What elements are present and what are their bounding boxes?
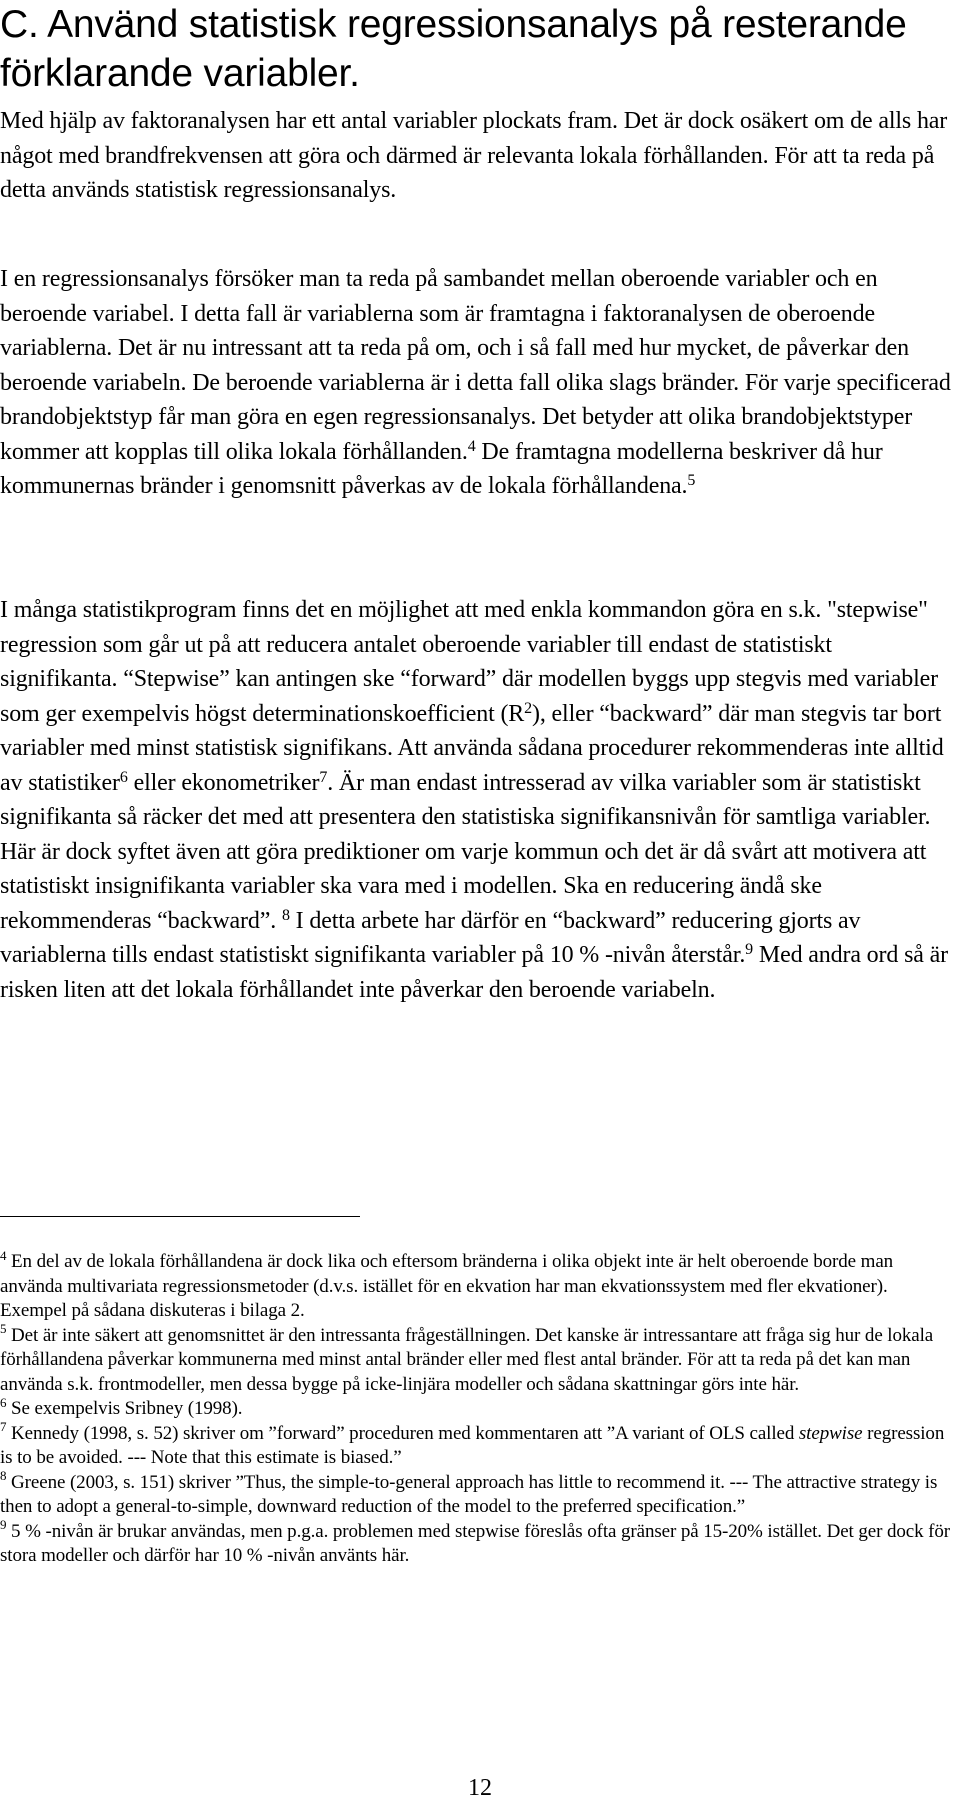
- footnote-number: 5: [0, 1321, 7, 1337]
- footnote-4: [0, 1247, 955, 1324]
- footnote-ref-6[interactable]: 6: [119, 768, 128, 786]
- footnote-text: Kennedy (1998, s. 52) skriver om ”forward” proceduren med kommentaren att ”A variant of OLS called: [6, 1422, 799, 1444]
- footnote-text: regression is to be avoided. --- Note that this estimate is biased.”: [0, 1422, 945, 1468]
- paragraph-intro: Med hjälp av faktoranalysen har ett antal variabler plockats fram. Det är dock osäkert om de alls har något med brandfrekvensen att göra och därmed är relevanta lokala förhållanden. För att ta reda på detta används statistisk regressionsanalys.: [0, 108, 948, 203]
- paragraph-text: I många statistikprogram finns det en möjlighet att med enkla kommandon göra en s.k. "stepwise" regression som går ut på att reducera antalet oberoende variabler till endast de statistiskt signifikanta. “Stepwise” kan antingen ske “forward” där modellen byggs upp stegvis med variabler som ger exempelvis högst determinationskoefficient (R: [0, 597, 938, 727]
- superscript-two: 2: [524, 699, 533, 717]
- footnote-number: 7: [0, 1419, 7, 1435]
- footnote-ref-4[interactable]: 4: [467, 437, 476, 455]
- footnote-6: [0, 1394, 955, 1422]
- paragraph-text: I detta arbete har därför en “backward” reducering gjorts av variablerna tills endast statistiskt signifikanta variabler på 10 % -nivån återstår.: [0, 907, 861, 968]
- section-heading: C. Använd statistisk regressionsanalys på resterande förklarande variabler.: [0, 3, 907, 95]
- footnote-ref-5[interactable]: 5: [687, 472, 696, 489]
- footnote-number: 4: [0, 1247, 7, 1263]
- footnote-separator: [0, 1216, 360, 1217]
- paragraph-text: eller ekonometriker: [127, 769, 320, 796]
- footnote-text: Se exempelvis Sribney (1998).: [6, 1398, 243, 1419]
- paragraph-text: . Är man endast intresserad av vilka variabler som är statistiskt signifikanta så räcker det med att presentera den statistiska signifikansnivån för samtliga variabler. Här är dock syftet även att göra prediktioner om varje kommun och det är då svårt att motivera att statistiskt insignifikanta variabler ska vara med i modellen. Ska en reducering ändå ske rekommenderas “backward”.: [0, 769, 931, 934]
- paragraph-text: I en regressionsanalys försöker man ta reda på sambandet mellan oberoende variabler och en beroende variabel. I detta fall är variablerna som är framtagna i faktoranalysen de oberoende variablerna. Det är nu intressant att ta reda på om, och i så fall med hur mycket, de påverkar den beroende variabeln. De beroende variablerna är i detta fall olika slags bränder. För varje specificerad brandobjektstyp får man göra en egen regressionsanalys. Det betyder att olika brandobjektstyper kommer att kopplas till olika lokala förhållanden.: [0, 266, 951, 465]
- footnote-8: [0, 1468, 955, 1520]
- footnote-emphasis: stepwise: [798, 1422, 863, 1444]
- footnote-text: Greene (2003, s. 151) skriver ”Thus, the simple-to-general approach has little to recommend it. --- The attractive strategy is then to adopt a general-to-simple, downward reduction of the model to the preferred specification.”: [0, 1471, 938, 1517]
- paragraph-text: ), eller “backward” där man stegvis tar bort variabler med minst statistisk signifikans. Att använda sådana procedurer rekommenderas inte alltid av statistiker: [0, 700, 944, 796]
- footnote-9: [0, 1517, 955, 1569]
- footnote-7: [0, 1419, 955, 1471]
- footnote-ref-8[interactable]: 8: [281, 906, 290, 924]
- paragraph-text: Med andra ord så är risken liten att det lokala förhållandet inte påverkar den beroende variabeln.: [0, 942, 948, 1003]
- footnote-5: [0, 1321, 955, 1398]
- page-number: 12: [468, 1775, 492, 1801]
- paragraph-stepwise: [0, 593, 955, 1007]
- paragraph-text: De framtagna modellerna beskriver då hur kommunernas bränder i genomsnitt påverkas av de lokala förhållandena.: [0, 438, 883, 499]
- footnotes: [0, 1247, 955, 1569]
- paragraph-regression: [0, 262, 955, 504]
- footnote-text: En del av de lokala förhållandena är dock lika och eftersom bränderna i olika objekt inte är helt oberoende borde man använda multivariata regressionsmetoder (d.v.s. istället för en ekvation har man ekvationssystem med fler ekvationer). Exempel på sådana diskuteras i bilaga 2.: [0, 1251, 894, 1321]
- footnote-text: 5 % -nivån är brukar användas, men p.g.a. problemen med stepwise föreslås ofta gränser på 15-20% istället. Det ger dock för stora modeller och därför har 10 % -nivån använts här.: [0, 1520, 951, 1566]
- footnote-ref-9[interactable]: 9: [745, 941, 754, 958]
- footnote-ref-7[interactable]: 7: [319, 768, 328, 786]
- footnote-number: 8: [0, 1468, 7, 1484]
- footnote-number: 6: [0, 1394, 7, 1410]
- footnote-text: Det är inte säkert att genomsnittet är den intressanta frågeställningen. Det kanske är intressantare att fråga sig hur de lokala förhållandena påverkar kommunerna med minst antal bränder eller med flest antal bränder. För att ta reda på det kan man använda s.k. frontmodeller, men dessa bygge på icke-linjära modeller och sådana skattningar görs inte här.: [0, 1324, 934, 1395]
- footnote-number: 9: [0, 1517, 7, 1533]
